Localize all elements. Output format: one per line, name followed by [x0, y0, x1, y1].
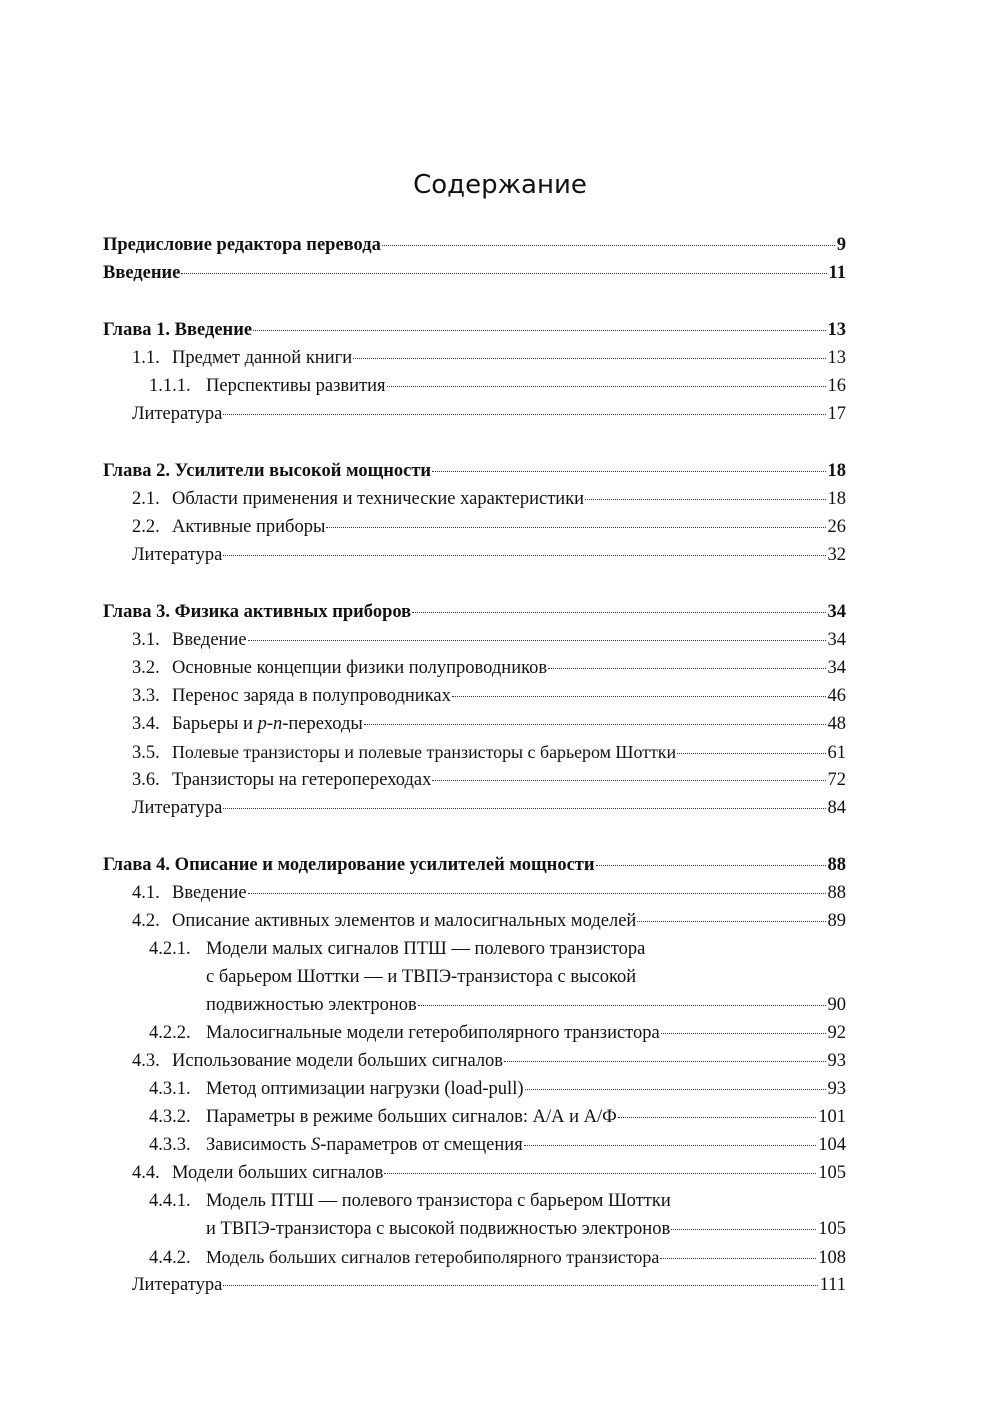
entry-title: Введение [103, 263, 181, 283]
dot-leader [382, 245, 835, 246]
entry-title: Параметры в режиме больших сигналов: А/А и А/Ф [206, 1107, 617, 1127]
toc-entry[interactable] [149, 1076, 846, 1102]
entry-page: 92 [827, 1023, 846, 1043]
toc-chapter[interactable] [103, 852, 846, 878]
toc-entry[interactable] [132, 486, 846, 512]
toc-entry[interactable] [132, 795, 846, 821]
entry-title: Модель больших сигналов гетеробиполярного транзистора [206, 1247, 660, 1267]
dot-leader [223, 414, 825, 415]
entry-page: 90 [827, 995, 846, 1015]
toc-entry[interactable] [149, 1104, 846, 1130]
entry-number: 3.1. [132, 630, 160, 650]
toc-entry-continuation: с барьером Шоттки — и ТВПЭ-транзистора с высокой [206, 967, 637, 987]
entry-number: 4.3.1. [149, 1079, 191, 1099]
entry-title: Введение [172, 883, 247, 903]
toc-entry[interactable] [132, 767, 846, 793]
entry-page: 17 [827, 404, 846, 424]
dot-leader [677, 753, 825, 754]
dot-leader [418, 1005, 826, 1006]
entry-page: 18 [827, 461, 846, 481]
entry-title: Области применения и технические характеристики [172, 489, 585, 509]
toc-entry[interactable] [132, 880, 846, 906]
dot-leader [671, 1229, 816, 1230]
entry-number: 4.3.2. [149, 1107, 191, 1127]
toc-entry[interactable] [132, 401, 846, 427]
entry-number: 2.2. [132, 517, 160, 537]
entry-title: Литература [132, 545, 223, 565]
dot-leader [353, 358, 825, 359]
toc-entry[interactable] [132, 1048, 846, 1074]
dot-leader [223, 808, 825, 809]
entry-title: Описание активных элементов и малосигнальных моделей [172, 911, 637, 931]
entry-title: Литература [132, 798, 223, 818]
toc-entry[interactable] [132, 908, 846, 934]
dot-leader [660, 1258, 816, 1259]
entry-number: 3.3. [132, 686, 160, 706]
toc-entry[interactable] [103, 260, 846, 286]
dot-leader [181, 273, 826, 274]
dot-leader [364, 724, 826, 725]
toc-entry[interactable] [132, 739, 846, 765]
toc-entry[interactable] [149, 1244, 846, 1270]
toc-entry[interactable] [132, 542, 846, 568]
toc-entry[interactable] [132, 1160, 846, 1186]
entry-title: Глава 4. Описание и моделирование усилителей мощности [103, 855, 595, 875]
entry-page: 16 [827, 376, 846, 396]
toc-entry[interactable] [206, 1216, 846, 1242]
entry-number: 3.4. [132, 714, 160, 734]
dot-leader [585, 499, 825, 500]
entry-title-continuation: и ТВПЭ-транзистора с высокой подвижностью электронов [206, 1219, 671, 1239]
entry-title: Глава 1. Введение [103, 320, 253, 340]
dot-leader [618, 1117, 816, 1118]
dot-leader [525, 1089, 826, 1090]
entry-title: Перспективы развития [206, 376, 386, 396]
dot-leader [326, 527, 825, 528]
entry-page: 93 [827, 1051, 846, 1071]
toc-entry[interactable] [132, 345, 846, 371]
entry-title: Модели больших сигналов [172, 1163, 384, 1183]
toc-entry[interactable] [103, 232, 846, 258]
entry-page: 111 [819, 1275, 846, 1295]
entry-number: 2.1. [132, 489, 160, 509]
entry-number: 1.1. [132, 348, 160, 368]
entry-page: 13 [827, 320, 846, 340]
entry-page: 88 [827, 883, 846, 903]
entry-title: Основные концепции физики полупроводников [172, 658, 548, 678]
toc-entry[interactable] [132, 514, 846, 540]
entry-page: 105 [818, 1219, 846, 1239]
entry-page: 11 [828, 263, 846, 283]
entry-page: 101 [818, 1107, 846, 1127]
entry-page: 34 [827, 602, 846, 622]
entry-page: 93 [827, 1079, 846, 1099]
entry-title: Барьеры и p-n-переходы [172, 714, 363, 734]
entry-title: Литература [132, 404, 223, 424]
dot-leader [387, 386, 826, 387]
entry-number: 3.2. [132, 658, 160, 678]
entry-page: 108 [818, 1248, 846, 1268]
page-title: Содержание [413, 170, 587, 200]
entry-title: Полевые транзисторы и полевые транзисторы с барьером Шоттки [172, 742, 677, 762]
dot-leader [432, 780, 825, 781]
entry-number: 4.2. [132, 911, 160, 931]
toc-chapter[interactable] [103, 458, 846, 484]
entry-number: 1.1.1. [149, 376, 191, 396]
entry-number: 4.2.2. [149, 1023, 191, 1043]
dot-leader [248, 893, 826, 894]
entry-title: Глава 3. Физика активных приборов [103, 602, 412, 622]
toc-entry[interactable] [132, 655, 846, 681]
dot-leader [548, 668, 825, 669]
dot-leader [504, 1061, 825, 1062]
dot-leader [412, 612, 825, 613]
entry-title: Зависимость S-параметров от смещения [206, 1135, 523, 1155]
entry-number: 4.4. [132, 1163, 160, 1183]
entry-page: 18 [827, 489, 846, 509]
toc-entry[interactable] [132, 1272, 846, 1298]
entry-page: 88 [827, 855, 846, 875]
entry-number: 4.3. [132, 1051, 160, 1071]
dot-leader [248, 640, 826, 641]
entry-page: 84 [827, 798, 846, 818]
dot-leader [661, 1033, 826, 1034]
entry-title: Литература [132, 1275, 223, 1295]
entry-title: Транзисторы на гетеропереходах [172, 770, 432, 790]
entry-number: 4.4.1. [149, 1191, 191, 1211]
entry-title-continuation: подвижностью электронов [206, 995, 417, 1015]
entry-title: Предисловие редактора перевода [103, 235, 381, 255]
toc-entry[interactable] [132, 627, 846, 653]
entry-page: 46 [827, 686, 846, 706]
dot-leader [452, 696, 826, 697]
entry-page: 61 [827, 743, 846, 763]
entry-title: Использование модели больших сигналов [172, 1051, 504, 1071]
dot-leader [432, 471, 825, 472]
entry-page: 72 [827, 770, 846, 790]
entry-number: 3.6. [132, 770, 160, 790]
entry-number: 3.5. [132, 743, 160, 763]
dot-leader [223, 1285, 817, 1286]
entry-title: Перенос заряда в полупроводниках [172, 686, 451, 706]
dot-leader [596, 865, 826, 866]
entry-title: Предмет данной книги [172, 348, 353, 368]
entry-title: Глава 2. Усилители высокой мощности [103, 461, 432, 481]
toc-entry[interactable] [149, 1020, 846, 1046]
entry-page: 48 [827, 714, 846, 734]
entry-page: 9 [836, 235, 846, 255]
dot-leader [223, 555, 825, 556]
dot-leader [384, 1173, 816, 1174]
toc-entry[interactable] [132, 683, 846, 709]
entry-page: 34 [827, 658, 846, 678]
toc-entry[interactable] [149, 1132, 846, 1158]
entry-title: Введение [172, 630, 247, 650]
dot-leader [637, 921, 825, 922]
dot-leader [253, 330, 825, 331]
entry-page: 89 [827, 911, 846, 931]
entry-page: 26 [827, 517, 846, 537]
entry-page: 32 [827, 545, 846, 565]
toc-entry[interactable] [132, 711, 846, 737]
entry-title: Малосигнальные модели гетеробиполярного транзистора [206, 1023, 660, 1043]
toc-chapter[interactable] [103, 317, 846, 343]
entry-number: 4.1. [132, 883, 160, 903]
entry-number: 4.2.1. [149, 939, 191, 959]
entry-title: Метод оптимизации нагрузки (load-pull) [206, 1079, 524, 1099]
entry-title: Модели малых сигналов ПТШ — полевого транзистора [206, 939, 646, 959]
entry-page: 104 [818, 1135, 846, 1155]
toc-entry[interactable] [149, 373, 846, 399]
entry-page: 34 [827, 630, 846, 650]
toc-entry[interactable] [206, 992, 846, 1018]
entry-page: 105 [818, 1163, 846, 1183]
entry-title: Модель ПТШ — полевого транзистора с барьером Шоттки [206, 1191, 671, 1211]
toc-chapter[interactable] [103, 599, 846, 625]
toc-entry-line[interactable] [149, 1188, 671, 1214]
entry-number: 4.3.3. [149, 1135, 191, 1155]
dot-leader [524, 1145, 817, 1146]
toc-entry-line[interactable] [149, 936, 645, 962]
entry-number: 4.4.2. [149, 1248, 191, 1268]
entry-page: 13 [827, 348, 846, 368]
entry-title: Активные приборы [172, 517, 326, 537]
